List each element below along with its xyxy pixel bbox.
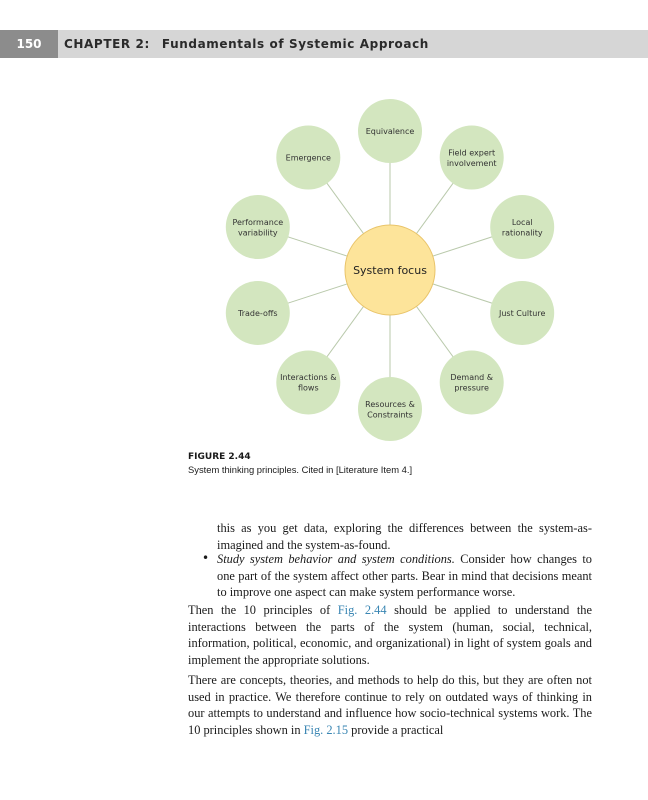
principle-node-label: Local rationality bbox=[501, 217, 543, 238]
principle-node-circle bbox=[226, 195, 290, 259]
principle-node-label: Resources & Constraints bbox=[365, 399, 415, 420]
center-label: System focus bbox=[353, 264, 427, 277]
chapter-label: CHAPTER 2: bbox=[64, 37, 150, 51]
paragraph-2 bbox=[188, 672, 592, 738]
principle-node-circle bbox=[440, 126, 504, 190]
principle-node-label: Demand & pressure bbox=[450, 373, 494, 393]
paragraph-1-text-a: Then the 10 principles of bbox=[188, 603, 338, 617]
principle-node-label: Just Culture bbox=[498, 308, 546, 318]
principle-node-label: Performance variability bbox=[232, 217, 284, 238]
principle-node-label: Emergence bbox=[285, 153, 331, 163]
principle-node-circle bbox=[358, 377, 422, 441]
figure-reference-link[interactable]: Fig. 2.44 bbox=[337, 603, 387, 617]
bullet-body: Consider how changes to one part of the system affect other parts. Bear in mind that decisions meant to improve one aspect can make system performance worse. bbox=[217, 552, 592, 599]
bullet-lead: Study system behavior and system conditions. bbox=[217, 552, 455, 566]
principle-node-label: Field expert involvement bbox=[446, 148, 497, 168]
figure-label: FIGURE 2.44 bbox=[188, 452, 251, 462]
chapter-title: Fundamentals of Systemic Approach bbox=[161, 37, 429, 51]
system-principles-diagram bbox=[200, 90, 600, 450]
principle-node-circle bbox=[490, 195, 554, 259]
principle-node-label: Trade-offs bbox=[238, 308, 278, 318]
paragraph-2-text-a: There are concepts, theories, and methods to help do this, but they are often not used in practice. We therefore continue to rely on outdated ways of thinking in our attempts to understand and influence how socio-technical systems work. The 10 principles shown in bbox=[188, 673, 592, 737]
center-node bbox=[345, 225, 435, 315]
principle-node-circle bbox=[276, 350, 340, 414]
bullet-symbol: • bbox=[202, 551, 210, 565]
paragraph-1-text-b: should be applied to understand the interactions between the parts of the system (human, social, technical, information, political, economic, and organizational) in light of system goals and implement the appropriate solutions. bbox=[188, 603, 592, 667]
chapter-heading bbox=[64, 30, 429, 58]
running-header bbox=[0, 30, 648, 58]
figure-reference-link[interactable]: Fig. 2.15 bbox=[303, 722, 349, 737]
principle-node-circle bbox=[440, 350, 504, 414]
figure-caption: System thinking principles. Cited in [Literature Item 4.] bbox=[188, 464, 413, 475]
page-number: 150 bbox=[0, 30, 58, 58]
paragraph-1 bbox=[188, 602, 592, 668]
principle-node-label: Interactions & flows bbox=[280, 373, 337, 393]
bullet-item bbox=[217, 551, 592, 601]
continuation-text: this as you get data, exploring the differences between the system-as-imagined and the system-as-found. bbox=[217, 521, 592, 552]
principle-node-label: Equivalence bbox=[365, 127, 415, 136]
paragraph-2-text-b: provide a practical bbox=[348, 722, 444, 737]
